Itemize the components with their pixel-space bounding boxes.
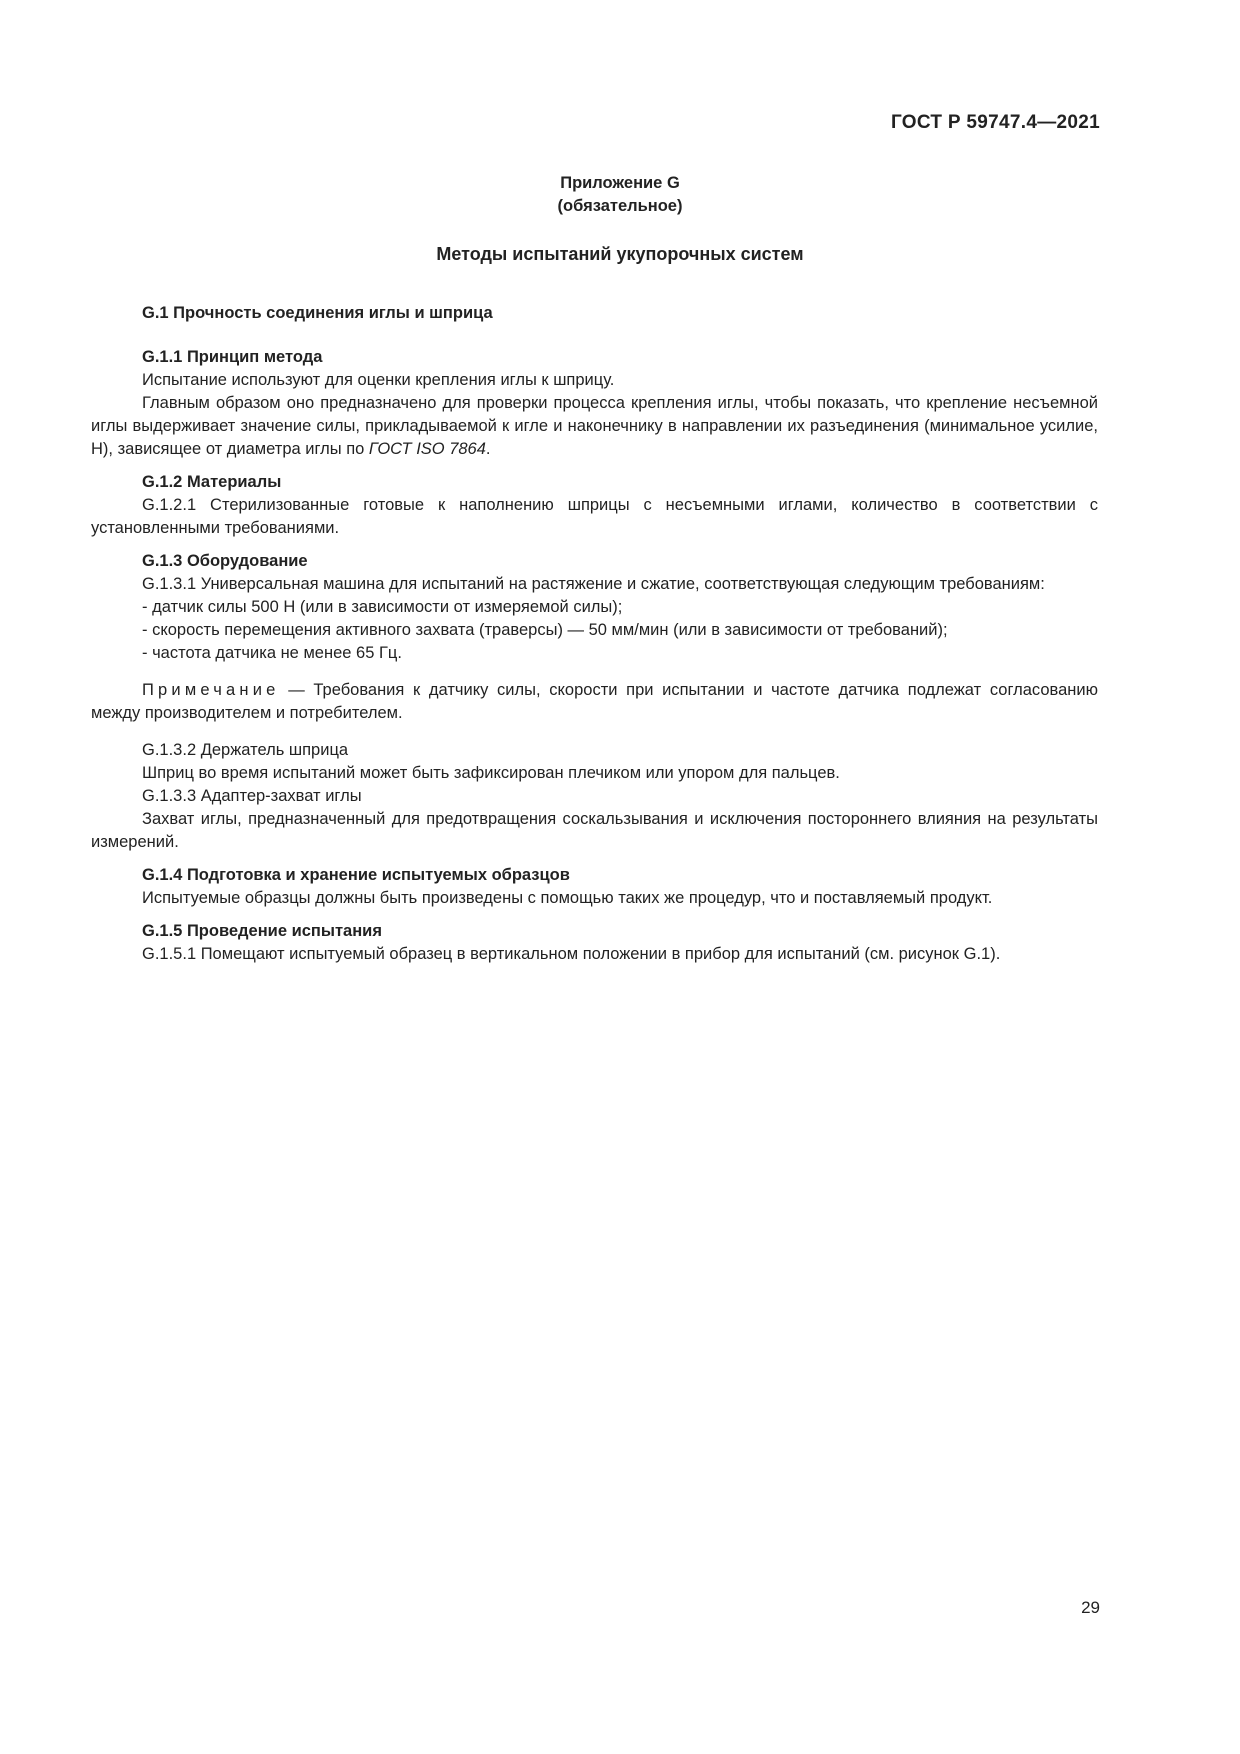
section-heading-g1-3: G.1.3 Оборудование (142, 552, 308, 570)
note (91, 679, 1098, 725)
standard-code: ГОСТ Р 59747.4—2021 (890, 112, 1100, 133)
paragraph: G.1.3.1 Универсальная машина для испытаний на растяжение и сжатие, соответствующая следующим требованиям: (142, 575, 1045, 593)
paragraph: G.1.2.1 Стерилизованные готовые к наполнению шприцы с несъемными иглами, количество в соответствии с установленными требованиями. (91, 496, 1098, 537)
appendix-status: (обязательное) (557, 197, 683, 215)
paragraph: G.1.5.1 Помещают испытуемый образец в вертикальном положении в прибор для испытаний (см. рисунок G.1). (142, 945, 1001, 963)
appendix-heading (0, 172, 1240, 218)
note-label: Примечание (142, 681, 280, 699)
paragraph-text: Главным образом оно предназначено для проверки процесса крепления иглы, чтобы показать, что крепление несъемной иглы выдерживает значение силы, прикладываемой к игле и наконечнику в направлении их разъединения (минимальное усилие, Н), зависящее от диаметра иглы по (91, 394, 1098, 458)
paragraph: Испытание используют для оценки крепления иглы к шприцу. (142, 371, 615, 389)
page-title: Методы испытаний укупорочных систем (436, 244, 804, 264)
standard-reference: ГОСТ ISO 7864 (368, 440, 486, 458)
subsection-title: G.1.3.3 Адаптер-захват иглы (142, 787, 362, 805)
paragraph-text-end: . (485, 440, 491, 458)
section-heading-g1-2: G.1.2 Материалы (142, 473, 282, 491)
list-item: - скорость перемещения активного захвата (траверсы) — 50 мм/мин (или в зависимости от требований); (142, 621, 948, 639)
appendix-label: Приложение G (560, 174, 680, 192)
list-item: - частота датчика не менее 65 Гц. (142, 644, 402, 662)
note-text: — Требования к датчику силы, скорости при испытании и частоте датчика подлежат согласованию между производителем и потребителем. (91, 681, 1098, 722)
list-item: - датчик силы 500 Н (или в зависимости от измеряемой силы); (142, 598, 623, 616)
section-heading-g1-5: G.1.5 Проведение испытания (142, 922, 382, 940)
section-heading-g1-1: G.1.1 Принцип метода (142, 348, 323, 366)
section-heading-g1-4: G.1.4 Подготовка и хранение испытуемых образцов (142, 866, 570, 884)
paragraph: Захват иглы, предназначенный для предотвращения соскальзывания и исключения постороннего влияния на результаты измерений. (91, 810, 1098, 851)
paragraph: Испытуемые образцы должны быть произведены с помощью таких же процедур, что и поставляемый продукт. (142, 889, 993, 907)
subsection-title: G.1.3.2 Держатель шприца (142, 741, 349, 759)
paragraph: Шприц во время испытаний может быть зафиксирован плечиком или упором для пальцев. (142, 764, 840, 782)
section-heading-g1: G.1 Прочность соединения иглы и шприца (142, 304, 493, 322)
page-number: 29 (1081, 1598, 1100, 1617)
document-body (91, 302, 1098, 966)
paragraph (91, 392, 1098, 461)
